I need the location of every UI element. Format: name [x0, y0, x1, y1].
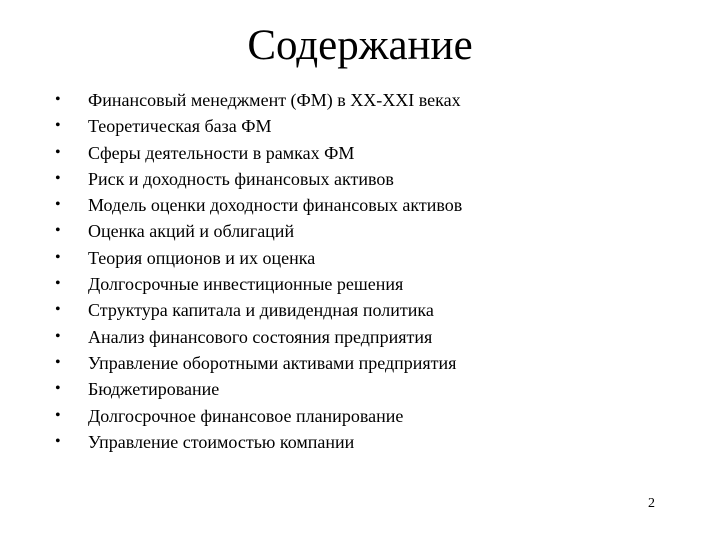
bullet-icon: •: [55, 248, 61, 266]
bullet-icon: •: [55, 406, 61, 424]
bullet-icon: •: [55, 353, 61, 371]
list-item-text: Управление стоимостью компании: [88, 431, 355, 452]
list-item-text: Теория опционов и их оценка: [88, 247, 316, 268]
list-item-text: Бюджетирование: [88, 379, 220, 400]
bullet-icon: •: [55, 196, 61, 214]
list-item-text: Финансовый менеджмент (ФМ) в XX-XXI веках: [88, 90, 461, 110]
bullet-icon: •: [55, 222, 61, 240]
list-item-text: Управление оборотными активами предприятия: [88, 352, 457, 373]
page-number: 2: [648, 496, 655, 511]
list-item-text: Долгосрочное финансовое планирование: [88, 405, 404, 426]
list-item-text: Теоретическая база ФМ: [88, 116, 272, 137]
bullet-icon: •: [55, 275, 61, 293]
list-item-text: Долгосрочные инвестиционные решения: [88, 274, 404, 295]
list-item-text: Риск и доходность финансовых активов: [88, 168, 394, 189]
bullet-icon: •: [55, 327, 61, 345]
bullet-icon: •: [55, 380, 61, 398]
bullet-icon: •: [55, 117, 61, 135]
slide-title-text: Содержание: [247, 22, 473, 69]
list-item-text: Анализ финансового состояния предприятия: [88, 326, 433, 347]
list-item-text: Модель оценки доходности финансовых активов: [88, 195, 463, 216]
list-item-text: Сферы деятельности в рамках ФМ: [88, 142, 355, 163]
bullet-icon: •: [55, 169, 61, 187]
bullet-icon: •: [55, 301, 61, 319]
list-item-text: Оценка акций и облигаций: [88, 221, 295, 242]
bullet-icon: •: [55, 432, 61, 450]
slide-title: [0, 20, 720, 72]
bullet-icon: •: [55, 91, 61, 108]
bullet-icon: •: [55, 143, 61, 161]
list-item-text: Структура капитала и дивидендная политика: [88, 300, 434, 321]
